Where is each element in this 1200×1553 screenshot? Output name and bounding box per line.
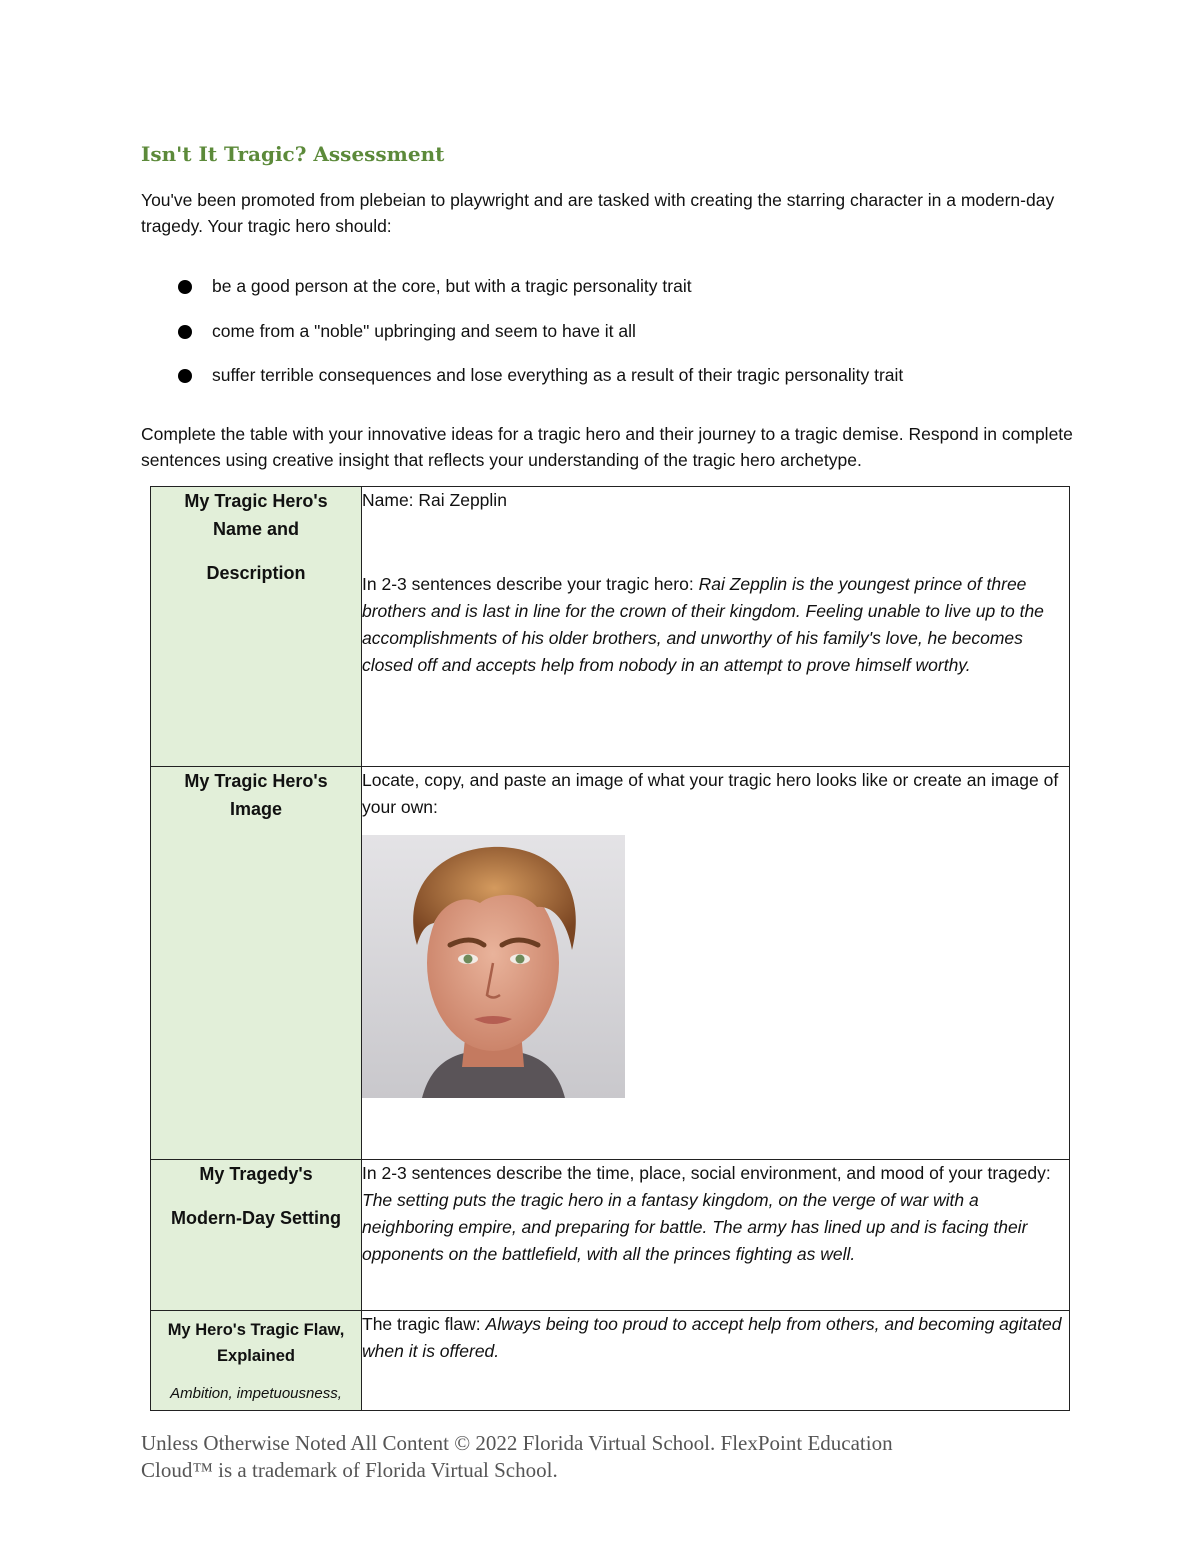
requirements-list	[176, 273, 903, 407]
tragic-flaw-cell[interactable]: The tragic flaw: Always being too proud to accept help from others, and becoming agitated when it is offered.	[362, 1311, 1070, 1411]
list-item: be a good person at the core, but with a tragic personality trait	[176, 273, 903, 318]
hero-image-cell[interactable]: Locate, copy, and paste an image of what your tragic hero looks like or create an image of your own:	[362, 767, 1070, 1160]
instructions-paragraph: Complete the table with your innovative ideas for a tragic hero and their journey to a tragic demise. Respond in complete sentences using creative insight that reflects your understanding of the tragic hero archetype.	[141, 424, 1073, 470]
list-item: suffer terrible consequences and lose everything as a result of their tragic personality trait	[176, 362, 903, 407]
setting-cell[interactable]: In 2-3 sentences describe the time, place, social environment, and mood of your tragedy: The setting puts the tragic hero in a fantasy kingdom, on the verge of war with a neighboring empire, and preparing for battle. The army has lined up and is facing their opponents on the battlefield, with all the princes fighting as well.	[362, 1160, 1070, 1311]
row-label-name-description: My Tragic Hero's Name and Description	[151, 487, 362, 767]
document-title: Isn't It Tragic? Assessment	[141, 142, 445, 166]
table-row	[151, 1311, 1070, 1411]
table-row	[151, 767, 1070, 1160]
list-item: come from a "noble" upbringing and seem to have it all	[176, 318, 903, 363]
hero-portrait-image	[362, 835, 625, 1098]
bullet-icon	[178, 280, 192, 294]
hero-name: Name: Rai Zepplin	[362, 490, 507, 510]
row-label-image: My Tragic Hero's Image	[151, 767, 362, 1160]
copyright-footer: Unless Otherwise Noted All Content © 2022 Florida Virtual School. FlexPoint Education Cloud™ is a trademark of Florida Virtual School.	[141, 1431, 893, 1482]
bullet-icon	[178, 369, 192, 383]
bullet-icon	[178, 325, 192, 339]
table-row	[151, 487, 1070, 767]
hero-description-cell[interactable]	[362, 487, 1070, 767]
assessment-table	[150, 486, 1070, 1411]
row-label-setting: My Tragedy's Modern-Day Setting	[151, 1160, 362, 1311]
table-row	[151, 1160, 1070, 1311]
hero-description: In 2-3 sentences describe your tragic hero: Rai Zepplin is the youngest prince of three brothers and is last in line for the crown of their kingdom. Feeling unable to live up to the accomplishments of his older brothers, and unworthy of his family's love, he becomes closed off and accepts help from nobody in an attempt to prove himself worthy.	[362, 574, 1044, 675]
intro-paragraph: You've been promoted from plebeian to playwright and are tasked with creating the starring character in a modern-day tragedy. Your tragic hero should:	[141, 190, 1055, 236]
row-label-tragic-flaw: My Hero's Tragic Flaw, Explained Ambition, impetuousness,	[151, 1311, 362, 1411]
